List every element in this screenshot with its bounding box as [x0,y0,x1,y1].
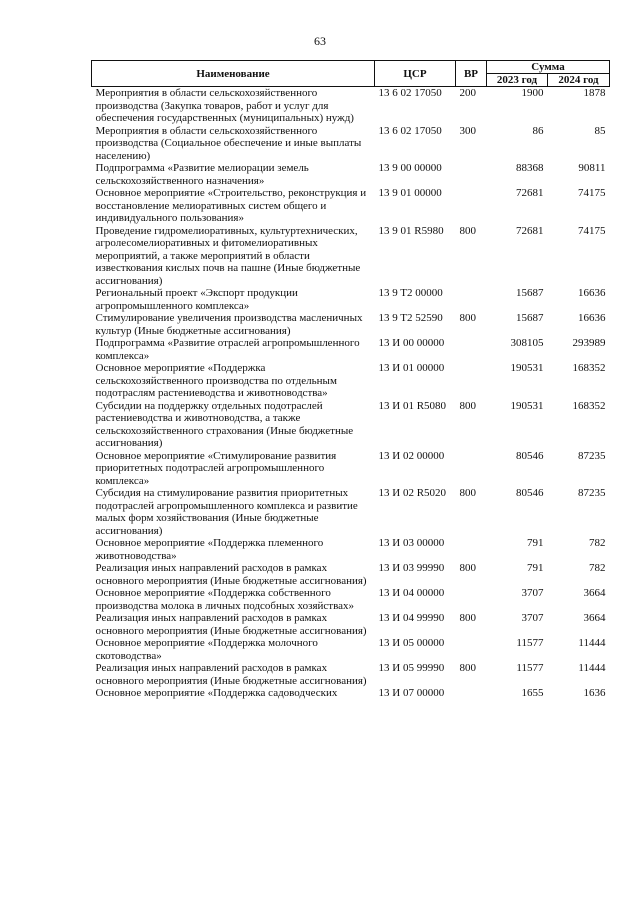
table-header [92,61,610,87]
row-sum-2024: 16636 [578,287,606,299]
row-vr: 800 [459,662,476,674]
table-row [92,637,610,662]
table-row [92,362,610,400]
row-name: Подпрограмма «Развитие отраслей агропромышленного комплекса» [95,337,360,362]
row-name: Региональный проект «Экспорт продукции агропромышленного комплекса» [95,287,298,312]
row-sum-2024: 782 [589,562,606,574]
row-vr: 800 [459,487,476,499]
row-sum-2024: 87235 [578,487,606,499]
row-name: Основное мероприятие «Поддержка молочного скотоводства» [95,637,318,662]
table-row [92,287,610,312]
row-sum-2023: 72681 [516,224,544,237]
row-sum-2023: 190531 [510,362,544,374]
table-row [92,562,610,587]
row-name: Проведение гидромелиоративных, культуртехнических, агролесомелиоративных и фитомелиоративных мероприятий, а также мероприятий в области известкования кислых почв на пашне (Иные бюджетные ассигнования) [95,224,361,287]
row-name: Субсидии на поддержку отдельных подотраслей растениеводства и животноводства, а также сельскохозяйственного страхования (Иные бюджетные ассигнования) [95,399,354,449]
row-csr: 13 И 01 R5080 [378,399,447,412]
row-sum-2024: 87235 [578,449,606,462]
table-row [92,162,610,187]
header-year-2023: 2023 год [487,74,548,87]
row-sum-2023: 80546 [516,449,544,462]
table-row [92,450,610,488]
header-name: Наименование [92,61,375,87]
table-row [92,225,610,288]
row-vr [456,450,487,488]
row-csr: 13 И 05 00000 [378,637,445,649]
row-vr: 800 [459,612,476,624]
row-name: Подпрограмма «Развитие мелиорации земель сельскохозяйственного назначения» [95,162,309,187]
row-sum-2024: 168352 [572,362,606,374]
row-name: Стимулирование увеличения производства масленичных культур (Иные бюджетные ассигнования) [95,312,363,337]
row-csr: 13 И 07 00000 [378,687,445,699]
row-name: Мероприятия в области сельскохозяйственного производства (Закупка товаров, работ и услуг для обеспечения государственных (муниципальных) нужд) [95,87,354,124]
row-name: Мероприятия в области сельскохозяйственного производства (Социальное обеспечение и иные выплаты населению) [95,124,362,162]
table-row [92,537,610,562]
row-sum-2023: 15687 [516,287,544,299]
table-body [92,87,610,700]
row-sum-2023: 15687 [516,312,544,324]
row-csr: 13 9 01 R5980 [378,224,444,237]
row-sum-2023: 11577 [516,637,544,649]
row-vr: 800 [459,224,476,237]
row-name: Реализация иных направлений расходов в рамках основного мероприятия (Иные бюджетные ассигнования) [95,662,367,687]
row-csr: 13 6 02 17050 [378,87,442,99]
row-csr: 13 И 02 R5020 [378,487,447,499]
row-sum-2023: 3707 [521,587,544,599]
row-csr: 13 И 03 99990 [378,562,445,574]
row-csr: 13 И 03 00000 [378,537,445,549]
row-sum-2024: 782 [589,537,606,549]
row-sum-2023: 190531 [510,399,544,412]
row-sum-2023: 1655 [521,687,544,699]
row-csr: 13 И 04 00000 [378,587,445,599]
row-sum-2023: 308105 [510,337,544,349]
row-sum-2024: 16636 [578,312,606,324]
table-row [92,125,610,163]
row-sum-2023: 3707 [521,612,544,624]
row-vr [456,337,487,362]
row-csr: 13 И 01 00000 [378,362,445,374]
row-sum-2023: 11577 [516,662,544,674]
row-sum-2024: 90811 [578,162,606,174]
header-sum: Сумма [487,61,610,74]
row-vr [456,587,487,612]
row-sum-2023: 791 [527,562,544,574]
row-csr: 13 9 00 00000 [378,162,442,174]
row-sum-2024: 293989 [572,337,606,349]
row-vr [456,287,487,312]
row-vr: 800 [459,562,476,574]
row-csr: 13 9 T2 00000 [378,287,443,299]
row-name: Основное мероприятие «Строительство, реконструкция и восстановление мелиоративных систем общего и индивидуального пользования» [95,187,367,224]
row-csr: 13 И 00 00000 [378,337,445,349]
row-sum-2024: 3664 [583,587,606,599]
row-csr: 13 И 05 99990 [378,662,445,674]
row-sum-2024: 11444 [578,637,606,649]
table-row [92,337,610,362]
row-csr: 13 И 02 00000 [378,449,445,462]
page-number: 63 [314,34,326,48]
header-year-2024: 2024 год [548,74,610,87]
row-name: Основное мероприятие «Стимулирование развития приоритетных подотраслей агропромышленного комплекса» [95,449,337,487]
row-sum-2023: 1900 [521,87,544,99]
row-name: Реализация иных направлений расходов в рамках основного мероприятия (Иные бюджетные ассигнования) [95,562,367,587]
table-row [92,662,610,687]
row-csr: 13 И 04 99990 [378,612,445,624]
row-name: Основное мероприятие «Поддержка сельскохозяйственного производства по отдельным подотраслям растениеводства и животноводства» [95,362,337,399]
table-row [92,587,610,612]
row-csr: 13 9 T2 52590 [378,312,443,324]
row-sum-2024: 74175 [578,187,606,199]
header-vr: ВР [456,61,487,87]
row-name: Субсидия на стимулирование развития приоритетных подотраслей агропромышленного комплекса и развитие малых форм хозяйствования (Иные бюджетные ассигнования) [95,487,358,537]
row-sum-2024: 1878 [583,87,606,99]
row-vr [456,537,487,562]
table-row [92,312,610,337]
row-sum-2023: 72681 [516,187,544,199]
row-vr [456,362,487,400]
row-sum-2023: 80546 [516,487,544,499]
row-csr: 13 6 02 17050 [378,124,442,137]
row-name: Основное мероприятие «Поддержка племенного животноводства» [95,537,324,562]
row-sum-2024: 74175 [578,224,606,237]
row-sum-2024: 11444 [578,662,606,674]
table-row [92,87,610,125]
row-name: Основное мероприятие «Поддержка собственного производства молока в личных подсобных хозяйствах» [95,587,355,612]
row-csr: 13 9 01 00000 [378,187,442,199]
table-row [92,400,610,450]
row-vr: 800 [459,399,476,412]
table-row [92,187,610,225]
row-vr: 300 [459,124,476,137]
row-vr: 800 [459,312,476,324]
row-sum-2024: 85 [594,124,606,137]
row-sum-2024: 3664 [583,612,606,624]
row-name: Основное мероприятие «Поддержка садоводческих [95,687,338,699]
row-vr [456,187,487,225]
budget-table [91,60,610,700]
row-sum-2024: 1636 [583,687,606,699]
row-vr [456,162,487,187]
row-vr [456,637,487,662]
row-name: Реализация иных направлений расходов в рамках основного мероприятия (Иные бюджетные ассигнования) [95,612,367,637]
row-vr [456,687,487,700]
table-row [92,487,610,537]
header-csr: ЦСР [375,61,456,87]
table-row [92,687,610,700]
row-vr: 200 [459,87,476,99]
table-row [92,612,610,637]
row-sum-2023: 88368 [516,162,544,174]
row-sum-2023: 86 [532,124,544,137]
row-sum-2024: 168352 [572,399,606,412]
row-sum-2023: 791 [527,537,544,549]
